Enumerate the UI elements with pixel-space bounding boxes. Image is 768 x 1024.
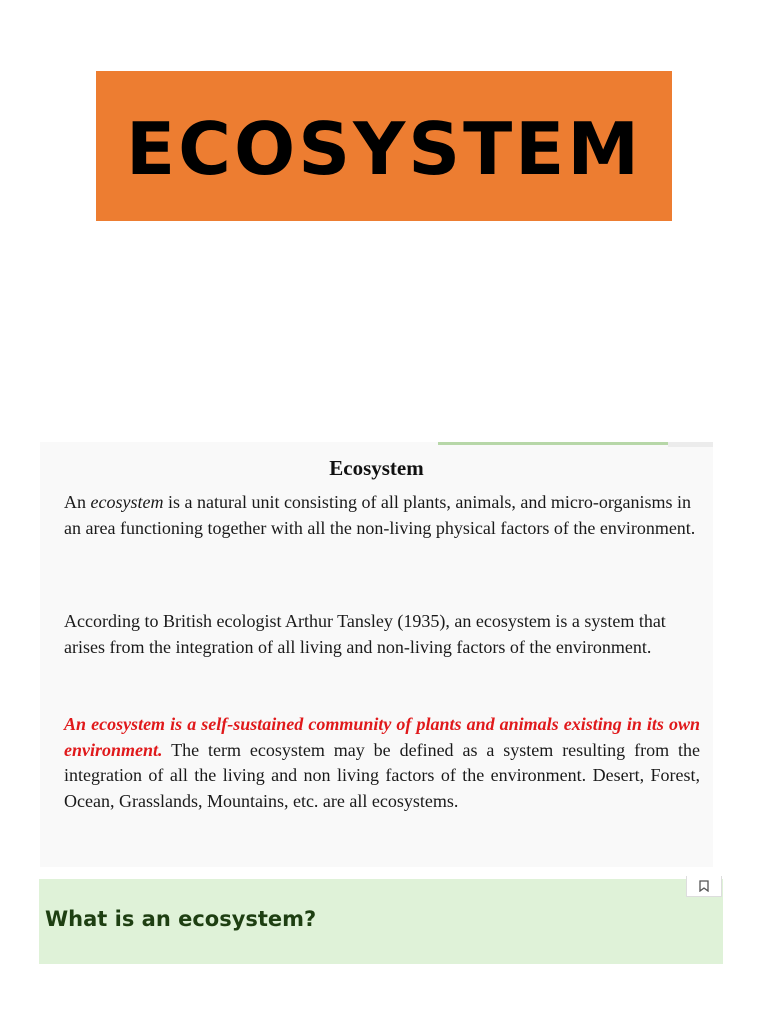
scanned-text-image	[40, 442, 713, 867]
p1-before: An	[64, 492, 91, 512]
section-heading: What is an ecosystem?	[45, 907, 317, 931]
tansley-paragraph: According to British ecologist Arthur Tansley (1935), an ecosystem is a system that arises from the integration of all living and non-living factors of the environment.	[64, 611, 666, 657]
p3-rest: The term ecosystem may be defined as a system resulting from the integration of all the living and non living factors of the environment. Desert, Forest, Ocean, Grasslands, Mountains, etc. are all ecosystems.	[64, 739, 700, 811]
bookmark-icon[interactable]	[686, 876, 722, 897]
scan-top-line	[438, 442, 668, 445]
p1-emphasis: ecosystem	[90, 492, 164, 512]
definition-paragraph	[64, 490, 700, 541]
scan-corner-mark	[668, 442, 713, 447]
self-sustained-paragraph	[64, 712, 700, 814]
banner-title: ECOSYSTEM	[125, 107, 643, 191]
p1-after: is a natural unit consisting of all plants, animals, and micro-organisms in an area functioning together with all the non-living physical factors of the environment.	[64, 492, 696, 538]
bookmark-icon-glyph	[699, 880, 709, 892]
section-heading-box	[39, 879, 723, 964]
highlighted-definition: An ecosystem is a self-sustained community of plants and animals existing in its own environment.	[64, 714, 700, 760]
title-banner	[96, 71, 672, 221]
scan-heading: Ecosystem	[329, 456, 424, 480]
